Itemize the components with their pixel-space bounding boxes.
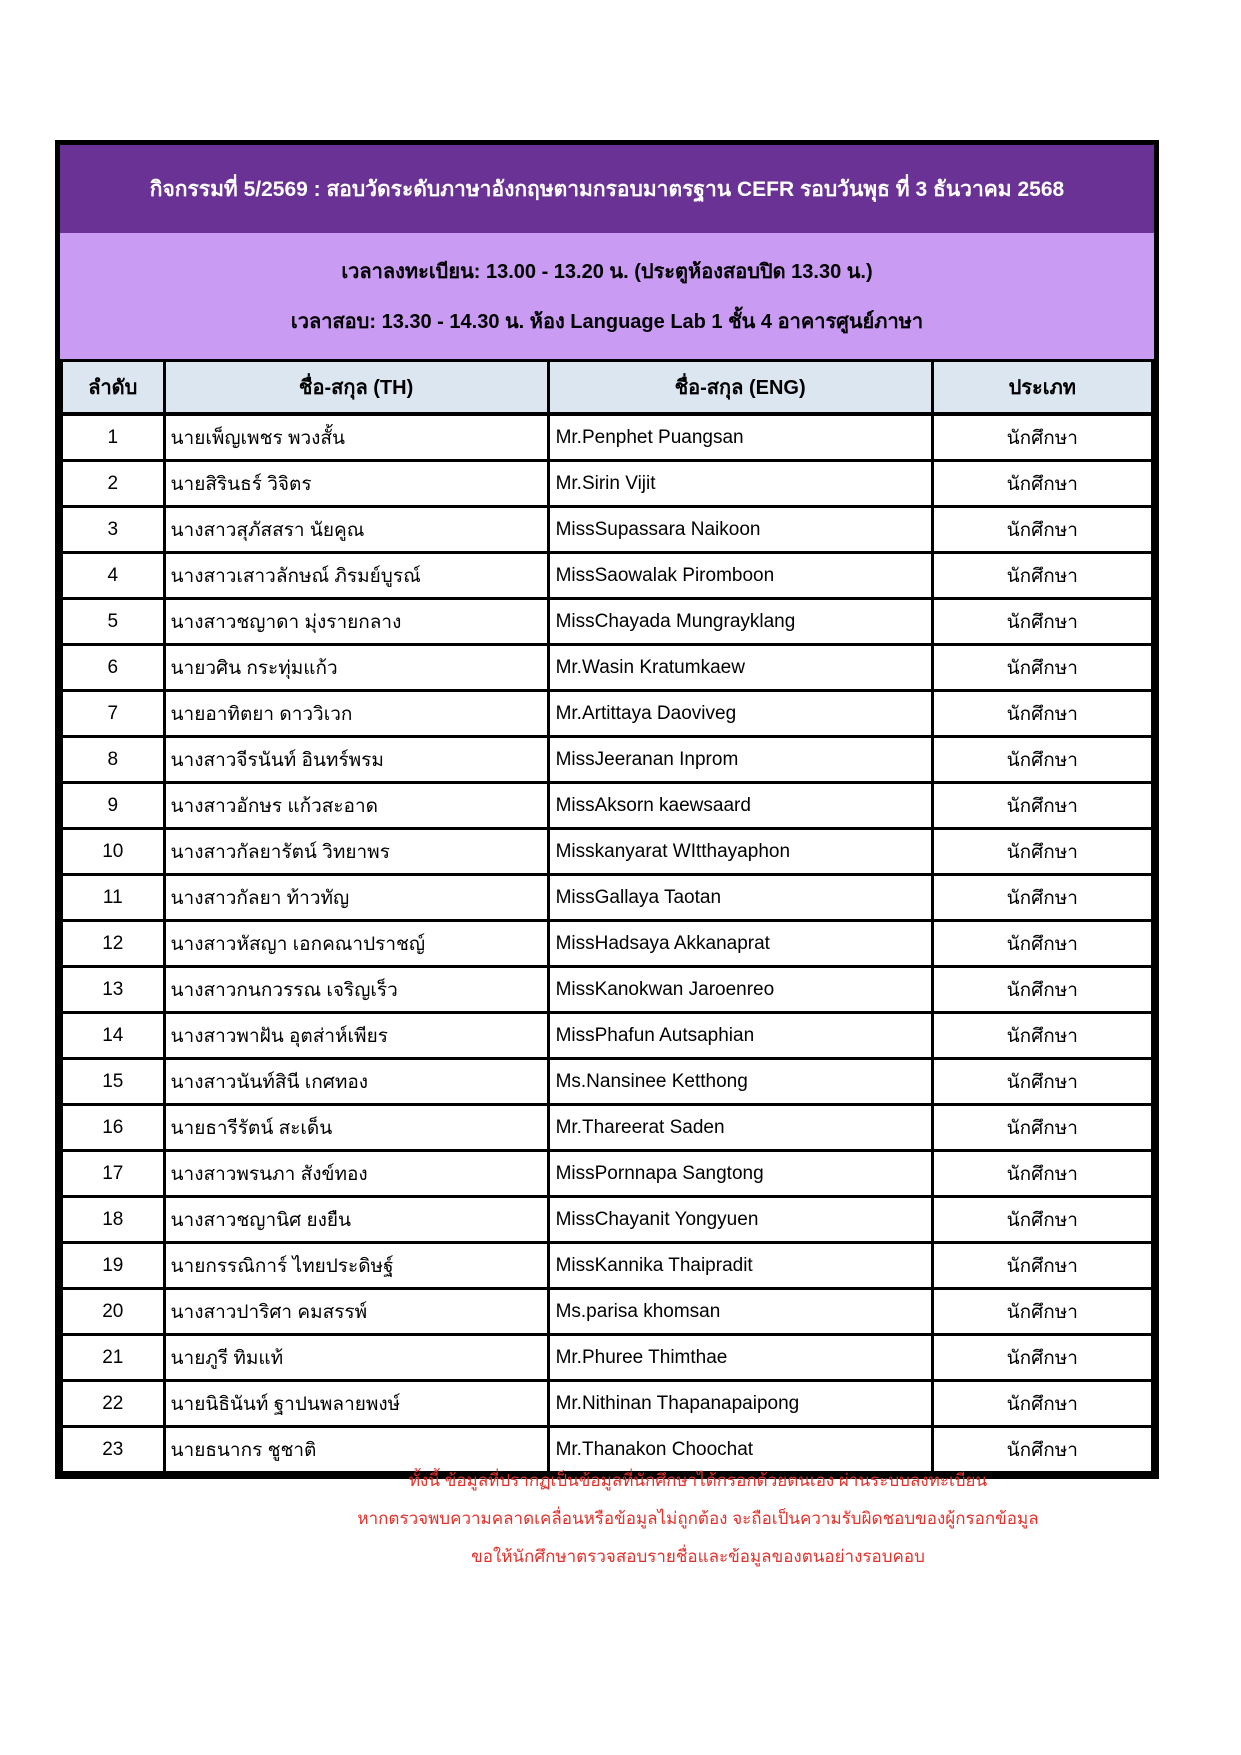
exam-time-location: เวลาสอบ: 13.30 - 14.30 น. ห้อง Language Lab 1 ชั้น 4 อาคารศูนย์ภาษา — [290, 311, 924, 333]
person-type: นักศึกษา — [932, 691, 1152, 737]
person-type: นักศึกษา — [932, 1197, 1152, 1243]
name-th: นายกรรณิการ์ ไทยประดิษฐ์ — [164, 1243, 548, 1289]
name-eng: Mr.Phuree Thimthae — [548, 1335, 932, 1381]
table-row — [62, 599, 1153, 645]
name-eng: Mr.Penphet Puangsan — [548, 414, 932, 461]
person-type: นักศึกษา — [932, 921, 1152, 967]
name-th: นางสาวนันท์สินี เกศทอง — [164, 1059, 548, 1105]
person-type: นักศึกษา — [932, 645, 1152, 691]
name-eng: Mr.Artittaya Daoviveg — [548, 691, 932, 737]
row-number: 18 — [62, 1197, 165, 1243]
activity-title-banner — [60, 145, 1154, 233]
name-th: นายอาทิตยา ดาววิเวก — [164, 691, 548, 737]
roster-table — [60, 359, 1154, 1474]
header-row — [62, 361, 1153, 415]
table-row — [62, 1059, 1153, 1105]
table-row — [62, 553, 1153, 599]
header-name-th: ชื่อ-สกุล (TH) — [164, 361, 548, 415]
name-eng: MissGallaya Taotan — [548, 875, 932, 921]
row-number: 19 — [62, 1243, 165, 1289]
person-type: นักศึกษา — [932, 1059, 1152, 1105]
row-number: 1 — [62, 414, 165, 461]
row-number: 2 — [62, 461, 165, 507]
table-row — [62, 737, 1153, 783]
name-eng: Mr.Wasin Kratumkaew — [548, 645, 932, 691]
person-type: นักศึกษา — [932, 1335, 1152, 1381]
table-row — [62, 783, 1153, 829]
person-type: นักศึกษา — [932, 967, 1152, 1013]
table-row — [62, 1243, 1153, 1289]
name-eng: MissSaowalak Piromboon — [548, 553, 932, 599]
row-number: 16 — [62, 1105, 165, 1151]
name-eng: MissPornnapa Sangtong — [548, 1151, 932, 1197]
row-number: 21 — [62, 1335, 165, 1381]
table-row — [62, 414, 1153, 461]
name-th: นายภูรี ทิมแท้ — [164, 1335, 548, 1381]
name-th: นายสิรินธร์ วิจิตร — [164, 461, 548, 507]
row-number: 4 — [62, 553, 165, 599]
name-eng: Misskanyarat WItthayaphon — [548, 829, 932, 875]
name-eng: MissJeeranan Inprom — [548, 737, 932, 783]
row-number: 6 — [62, 645, 165, 691]
header-order: ลำดับ — [62, 361, 165, 415]
name-th: นางสาวหัสญา เอกคณาปราชญ์ — [164, 921, 548, 967]
person-type: นักศึกษา — [932, 1381, 1152, 1427]
name-th: นายเพ็ญเพชร พวงสั้น — [164, 414, 548, 461]
row-number: 8 — [62, 737, 165, 783]
name-eng: Mr.Sirin Vijit — [548, 461, 932, 507]
row-number: 3 — [62, 507, 165, 553]
name-th: นางสาวสุภัสสรา นัยคูณ — [164, 507, 548, 553]
table-row — [62, 1381, 1153, 1427]
header-name-eng: ชื่อ-สกุล (ENG) — [548, 361, 932, 415]
row-number: 5 — [62, 599, 165, 645]
table-row — [62, 921, 1153, 967]
person-type: นักศึกษา — [932, 875, 1152, 921]
disclaimer-line-3: ขอให้นักศึกษาตรวจสอบรายชื่อและข้อมูลของตนอย่างรอบคอบ — [471, 1547, 925, 1566]
person-type: นักศึกษา — [932, 461, 1152, 507]
name-th: นายธนากร ชูชาติ — [164, 1427, 548, 1473]
name-eng: MissChayada Mungrayklang — [548, 599, 932, 645]
schedule-banner — [60, 233, 1154, 359]
row-number: 17 — [62, 1151, 165, 1197]
person-type: นักศึกษา — [932, 507, 1152, 553]
row-number: 12 — [62, 921, 165, 967]
disclaimer-line-1: ทั้งนี้ ข้อมูลที่ปรากฏเป็นข้อมูลที่นักศึกษาได้กรอกด้วยตนเอง ผ่านระบบลงทะเบียน — [408, 1471, 988, 1490]
table-row — [62, 1197, 1153, 1243]
name-th: นางสาวกัลยา ท้าวทัญ — [164, 875, 548, 921]
name-th: นางสาวชญาดา มุ่งรายกลาง — [164, 599, 548, 645]
row-number: 10 — [62, 829, 165, 875]
name-eng: MissHadsaya Akkanaprat — [548, 921, 932, 967]
row-number: 22 — [62, 1381, 165, 1427]
name-th: นางสาวชญานิศ ยงยืน — [164, 1197, 548, 1243]
row-number: 13 — [62, 967, 165, 1013]
row-number: 7 — [62, 691, 165, 737]
person-type: นักศึกษา — [932, 1243, 1152, 1289]
disclaimer-notes — [155, 1462, 1241, 1576]
name-th: นายธารีรัตน์ สะเด็น — [164, 1105, 548, 1151]
name-eng: MissAksorn kaewsaard — [548, 783, 932, 829]
table-row — [62, 1013, 1153, 1059]
table-row — [62, 645, 1153, 691]
name-eng: MissChayanit Yongyuen — [548, 1197, 932, 1243]
name-th: นางสาวเสาวลักษณ์ ภิรมย์บูรณ์ — [164, 553, 548, 599]
row-number: 23 — [62, 1427, 165, 1473]
person-type: นักศึกษา — [932, 1013, 1152, 1059]
person-type: นักศึกษา — [932, 414, 1152, 461]
table-row — [62, 1289, 1153, 1335]
table-row — [62, 691, 1153, 737]
table-row — [62, 1151, 1153, 1197]
table-row — [62, 461, 1153, 507]
person-type: นักศึกษา — [932, 783, 1152, 829]
name-th: นายนิธินันท์ ฐาปนพลายพงษ์ — [164, 1381, 548, 1427]
name-th: นางสาวกนกวรรณ เจริญเร็ว — [164, 967, 548, 1013]
person-type: นักศึกษา — [932, 1151, 1152, 1197]
name-eng: MissKanokwan Jaroenreo — [548, 967, 932, 1013]
person-type: นักศึกษา — [932, 599, 1152, 645]
row-number: 20 — [62, 1289, 165, 1335]
table-body — [62, 414, 1153, 1473]
person-type: นักศึกษา — [932, 1289, 1152, 1335]
registration-time: เวลาลงทะเบียน: 13.00 - 13.20 น. (ประตูห้องสอบปิด 13.30 น.) — [341, 261, 873, 283]
table-row — [62, 875, 1153, 921]
name-th: นางสาวพาฝัน อุตส่าห์เพียร — [164, 1013, 548, 1059]
table-row — [62, 1105, 1153, 1151]
name-eng: Mr.Thanakon Choochat — [548, 1427, 932, 1473]
name-eng: Ms.parisa khomsan — [548, 1289, 932, 1335]
person-type: นักศึกษา — [932, 1105, 1152, 1151]
person-type: นักศึกษา — [932, 737, 1152, 783]
person-type: นักศึกษา — [932, 553, 1152, 599]
table-row — [62, 967, 1153, 1013]
name-th: นางสาวจีรนันท์ อินทร์พรม — [164, 737, 548, 783]
row-number: 9 — [62, 783, 165, 829]
name-eng: Ms.Nansinee Ketthong — [548, 1059, 932, 1105]
header-type: ประเภท — [932, 361, 1152, 415]
disclaimer-line-2: หากตรวจพบความคลาดเคลื่อนหรือข้อมูลไม่ถูกต้อง จะถือเป็นความรับผิดชอบของผู้กรอกข้อมูล — [357, 1509, 1039, 1528]
person-type: นักศึกษา — [932, 1427, 1152, 1473]
name-eng: MissKannika Thaipradit — [548, 1243, 932, 1289]
name-th: นางสาวปาริศา คมสรรพ์ — [164, 1289, 548, 1335]
table-row — [62, 507, 1153, 553]
row-number: 14 — [62, 1013, 165, 1059]
row-number: 11 — [62, 875, 165, 921]
name-eng: Mr.Thareerat Saden — [548, 1105, 932, 1151]
table-row — [62, 829, 1153, 875]
activity-title: กิจกรรมที่ 5/2569 : สอบวัดระดับภาษาอังกฤษตามกรอบมาตรฐาน CEFR รอบวันพุธ ที่ 3 ธันวาคม 2568 — [149, 177, 1065, 201]
name-th: นางสาวอักษร แก้วสะอาด — [164, 783, 548, 829]
name-eng: Mr.Nithinan Thapanapaipong — [548, 1381, 932, 1427]
name-eng: MissSupassara Naikoon — [548, 507, 932, 553]
name-th: นางสาวพรนภา สังข์ทอง — [164, 1151, 548, 1197]
exam-roster-sheet — [55, 140, 1159, 1479]
roster-table-head — [62, 361, 1153, 415]
name-th: นางสาวกัลยารัตน์ วิทยาพร — [164, 829, 548, 875]
name-th: นายวศิน กระทุ่มแก้ว — [164, 645, 548, 691]
table-row — [62, 1335, 1153, 1381]
name-eng: MissPhafun Autsaphian — [548, 1013, 932, 1059]
row-number: 15 — [62, 1059, 165, 1105]
person-type: นักศึกษา — [932, 829, 1152, 875]
